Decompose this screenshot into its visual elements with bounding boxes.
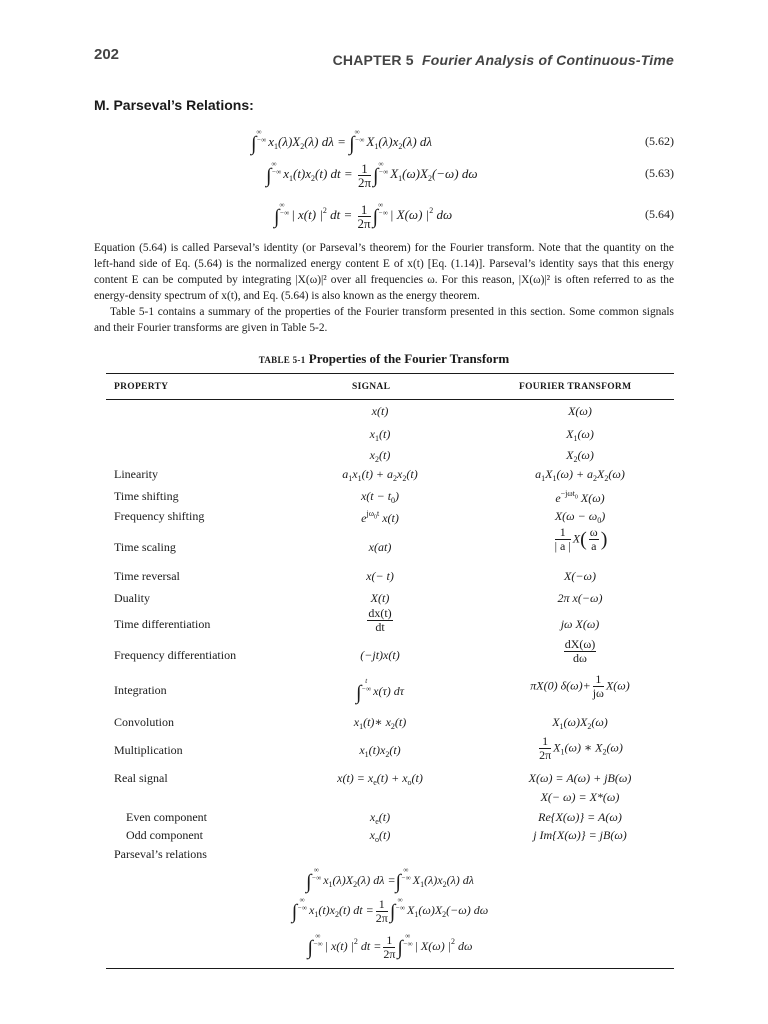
table-row bbox=[106, 845, 674, 865]
table-row: Duality X(t) 2π x(−ω) bbox=[114, 591, 603, 605]
table-row: $x_1(t)$ $X_1(\omega)$ bbox=[369, 427, 594, 443]
property-label: Even component bbox=[126, 810, 207, 824]
table-row: X(− ω) = X*(ω) bbox=[540, 790, 620, 804]
equation-5-62: ∫ ∞ −∞ $x_1(\lambda)X_2(\lambda) d\lambda$ = ∫ ∞ −∞ $X_1(\lambda)x_2(\lambda)$ dλ (5.62) bbox=[251, 128, 674, 155]
property-label: Parseval’s relations bbox=[114, 847, 207, 861]
table-row: Odd component $x_o(t)$ j Im{X(ω)} = jB(ω) bbox=[126, 828, 627, 844]
table-title: Properties of the Fourier Transform bbox=[308, 351, 510, 366]
chapter-title: Fourier Analysis of Continuous-Time bbox=[421, 52, 674, 68]
table-top-rule bbox=[106, 373, 674, 374]
running-head bbox=[333, 52, 674, 68]
paragraph: Table 5-1 contains a summary of the properties of the Fourier transform presented in this section. Some common signals and their Fourier transforms are given in Table 5-2. bbox=[94, 306, 674, 334]
property-label: Time shifting bbox=[114, 489, 179, 503]
table-row: Time reversal x(− t) X(−ω) bbox=[114, 569, 596, 583]
property-label: Multiplication bbox=[114, 743, 183, 757]
header-signal: SIGNAL bbox=[352, 382, 391, 392]
equation-5-63: ∫ ∞ −∞ $x_1(t)x_2(t)$ dt = $\frac{1}{2\pi}$ ∫ ∞ −∞ $X_1(\omega)X_2(-\omega)$ dω (5.63) bbox=[266, 160, 674, 190]
table-bottom-rule bbox=[106, 968, 674, 969]
property-label: Convolution bbox=[114, 715, 175, 729]
table-row: Time differentiation $\frac{dx(t)}{dt}$ jω X(ω) bbox=[114, 606, 600, 634]
table-row: $x_2(t)$ $X_2(\omega)$ bbox=[369, 448, 594, 464]
header-property: PROPERTY bbox=[114, 382, 169, 392]
equation-5-64: ∫ ∞ −∞ | x(t) $|^2$ dt = $\frac{1}{2\pi}$ ∫ ∞ −∞ | X(ω) $|^2$ dω (5.64) bbox=[274, 201, 674, 231]
table-row: Frequency differentiation (−jt)x(t) $\frac{dX(\omega)}{d\omega}$ bbox=[114, 637, 596, 665]
property-label: Linearity bbox=[114, 467, 158, 481]
header-fourier-transform: FOURIER TRANSFORM bbox=[519, 382, 632, 392]
parseval-equation-1: ∫ ∞ −∞ $x_1(\lambda)X_2(\lambda)$ dλ =∫ ∞ −∞ $X_1(\lambda)x_2(\lambda)$ dλ bbox=[306, 866, 474, 893]
property-label: Time reversal bbox=[114, 569, 180, 583]
table-row: Real signal $x(t) = x_e(t) + x_o(t)$ X(ω) = A(ω) + jB(ω) bbox=[114, 771, 632, 787]
table-row: x(t) X(ω) bbox=[371, 404, 592, 418]
table-row: Time scaling x(at) $\frac{1}{| a |}$ X( $\frac{\omega}{a}$ ) bbox=[114, 525, 608, 554]
property-label: Frequency differentiation bbox=[114, 648, 237, 662]
property-label: Integration bbox=[114, 683, 167, 697]
table-row: Even component $x_e(t)$ Re{X(ω)} = A(ω) bbox=[126, 810, 622, 826]
parseval-equation-2: ∫ ∞ −∞ $x_1(t)x_2(t)$ dt = $\frac{1}{2\pi}$ ∫ ∞ −∞ $X_1(\omega)X_2(-\omega)$ dω bbox=[291, 896, 489, 925]
paragraph: Equation (5.64) is called Parseval’s identity (or Parseval’s theorem) for the Fourier transform. Note that the quantity on the left-hand side of Eq. (5.64) is the normalized energy content E of x(t) [Eq. (1.14)]. Parseval’s identity says that this energy content E can be computed by integrating |X(ω)|² over all frequencies ω. For this reason, |X(ω)|² is often referred to as the energy-density spectrum of x(t), and Eq. (5.64) is also known as the energy theorem. bbox=[94, 242, 674, 302]
table-row: Linearity $a_1x_1(t) + a_2x_2(t)$ $a_1X_1(\omega) + a_2X_2(\omega)$ bbox=[114, 467, 625, 483]
property-label: Duality bbox=[114, 591, 150, 605]
table-row: Convolution $x_1(t)∗$ $x_2(t)$ $X_1(\omega)X_2(\omega)$ bbox=[114, 715, 608, 731]
table-row: Frequency shifting $e^{j\omega_0t}$ x(t) $X(\omega - \omega_0)$ bbox=[114, 509, 606, 525]
property-label: Time scaling bbox=[114, 540, 176, 554]
table-row: Time shifting $x(t - t_0)$ $e^{-j\omega t_0}$ X(ω) bbox=[114, 489, 605, 505]
property-label: Frequency shifting bbox=[114, 509, 205, 523]
equation-number: (5.64) bbox=[645, 207, 674, 221]
table-header-rule bbox=[106, 399, 674, 400]
property-label: Time differentiation bbox=[114, 617, 211, 631]
body-text bbox=[94, 240, 674, 336]
table-row: Multiplication $x_1(t)x_2(t)$ $\frac{1}{2\pi}$ $X_1(\omega)$ ∗ $X_2(\omega)$ bbox=[114, 734, 623, 762]
equation-number: (5.63) bbox=[645, 166, 674, 180]
parseval-equation-3: ∫ ∞ −∞ | x(t) $|^2$ dt = $\frac{1}{2\pi}$ ∫ ∞ −∞ | X(ω) $|^2$ dω bbox=[307, 932, 473, 961]
table-label: TABLE 5-1 bbox=[258, 355, 306, 365]
section-heading: M. Parseval’s Relations: bbox=[94, 97, 254, 113]
page-number: 202 bbox=[94, 46, 120, 63]
chapter-label: CHAPTER 5 bbox=[332, 52, 414, 68]
table-caption bbox=[0, 351, 768, 367]
equation-number: (5.62) bbox=[645, 134, 674, 148]
property-label: Real signal bbox=[114, 771, 168, 785]
property-label: Odd component bbox=[126, 828, 203, 842]
table-row: Integration ∫ t −∞ x(τ) dτ πX(0) δ(ω)+ $\frac{1}{j\omega}$ X(ω) bbox=[114, 672, 630, 704]
